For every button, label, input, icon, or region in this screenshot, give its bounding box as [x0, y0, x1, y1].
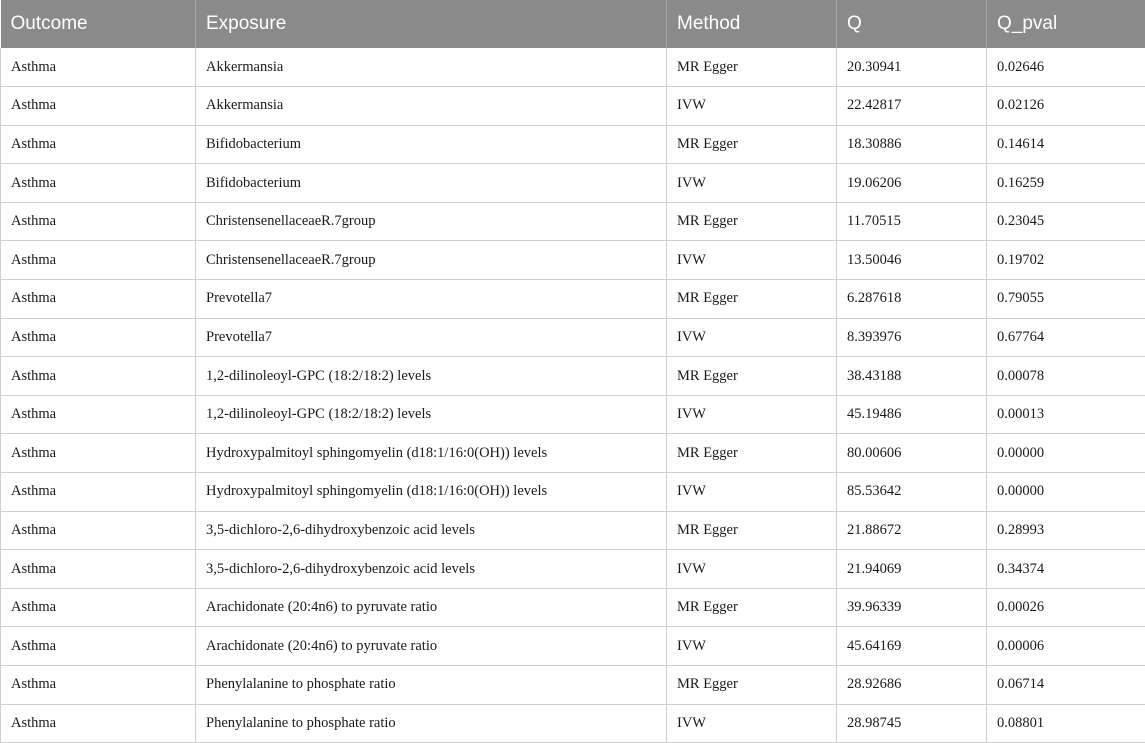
cell-q-pval: 0.02126 [987, 87, 1145, 126]
table-row [1, 357, 1145, 396]
table-row [1, 704, 1145, 743]
table-header [1, 0, 1145, 48]
header-q-pval: Q_pval [987, 0, 1145, 48]
cell-q-pval: 0.19702 [987, 241, 1145, 280]
cell-q-pval: 0.00078 [987, 357, 1145, 396]
cell-exposure: Bifidobacterium [196, 125, 667, 164]
cell-method: IVW [667, 164, 837, 203]
cell-q-pval: 0.00013 [987, 395, 1145, 434]
cell-exposure: Phenylalanine to phosphate ratio [196, 704, 667, 743]
cell-outcome: Asthma [1, 87, 196, 126]
cell-outcome: Asthma [1, 280, 196, 319]
cell-outcome: Asthma [1, 550, 196, 589]
cell-exposure: 1,2-dilinoleoyl-GPC (18:2/18:2) levels [196, 395, 667, 434]
cell-exposure: 3,5-dichloro-2,6-dihydroxybenzoic acid levels [196, 511, 667, 550]
cell-q: 22.42817 [837, 87, 987, 126]
cell-q-pval: 0.00000 [987, 434, 1145, 473]
table-row [1, 202, 1145, 241]
cell-outcome: Asthma [1, 202, 196, 241]
cell-method: IVW [667, 550, 837, 589]
cell-method: IVW [667, 473, 837, 512]
cell-q: 80.00606 [837, 434, 987, 473]
cell-exposure: Hydroxypalmitoyl sphingomyelin (d18:1/16:0(OH)) levels [196, 473, 667, 512]
header-exposure: Exposure [196, 0, 667, 48]
cell-method: MR Egger [667, 666, 837, 705]
cell-q-pval: 0.02646 [987, 48, 1145, 87]
cell-exposure: Bifidobacterium [196, 164, 667, 203]
cell-method: MR Egger [667, 202, 837, 241]
cell-outcome: Asthma [1, 434, 196, 473]
cell-method: IVW [667, 395, 837, 434]
cell-exposure: Arachidonate (20:4n6) to pyruvate ratio [196, 588, 667, 627]
table-row [1, 550, 1145, 589]
cell-method: MR Egger [667, 588, 837, 627]
cell-method: MR Egger [667, 48, 837, 87]
cell-outcome: Asthma [1, 627, 196, 666]
cell-q-pval: 0.67764 [987, 318, 1145, 357]
cell-exposure: Prevotella7 [196, 318, 667, 357]
cell-q: 28.92686 [837, 666, 987, 705]
cell-outcome: Asthma [1, 473, 196, 512]
cell-method: IVW [667, 241, 837, 280]
table-row [1, 588, 1145, 627]
table-row [1, 511, 1145, 550]
cell-q-pval: 0.00006 [987, 627, 1145, 666]
cell-method: IVW [667, 627, 837, 666]
cell-method: MR Egger [667, 125, 837, 164]
cell-q-pval: 0.00026 [987, 588, 1145, 627]
cell-outcome: Asthma [1, 395, 196, 434]
cell-q: 11.70515 [837, 202, 987, 241]
header-method: Method [667, 0, 837, 48]
cell-q: 18.30886 [837, 125, 987, 164]
cell-method: IVW [667, 87, 837, 126]
cell-outcome: Asthma [1, 48, 196, 87]
cell-q-pval: 0.14614 [987, 125, 1145, 164]
cell-method: MR Egger [667, 434, 837, 473]
cell-outcome: Asthma [1, 666, 196, 705]
table-row [1, 395, 1145, 434]
cell-method: IVW [667, 318, 837, 357]
cell-exposure: Akkermansia [196, 87, 667, 126]
cell-q: 39.96339 [837, 588, 987, 627]
cell-method: MR Egger [667, 280, 837, 319]
cell-q-pval: 0.34374 [987, 550, 1145, 589]
cell-outcome: Asthma [1, 318, 196, 357]
cell-q-pval: 0.28993 [987, 511, 1145, 550]
cell-q-pval: 0.23045 [987, 202, 1145, 241]
cell-outcome: Asthma [1, 164, 196, 203]
cell-exposure: Prevotella7 [196, 280, 667, 319]
cell-exposure: ChristensenellaceaeR.7group [196, 241, 667, 280]
table-row [1, 87, 1145, 126]
cell-q: 28.98745 [837, 704, 987, 743]
table-row [1, 241, 1145, 280]
table-row [1, 473, 1145, 512]
cell-q: 45.19486 [837, 395, 987, 434]
cell-method: MR Egger [667, 357, 837, 396]
cell-q: 13.50046 [837, 241, 987, 280]
cell-q-pval: 0.79055 [987, 280, 1145, 319]
cell-q: 19.06206 [837, 164, 987, 203]
cell-exposure: ChristensenellaceaeR.7group [196, 202, 667, 241]
table-body [1, 48, 1145, 743]
header-outcome: Outcome [1, 0, 196, 48]
cell-q-pval: 0.06714 [987, 666, 1145, 705]
cell-outcome: Asthma [1, 241, 196, 280]
table-row [1, 164, 1145, 203]
cell-exposure: Akkermansia [196, 48, 667, 87]
cell-q-pval: 0.16259 [987, 164, 1145, 203]
table-row [1, 627, 1145, 666]
cell-q: 85.53642 [837, 473, 987, 512]
cell-q: 21.88672 [837, 511, 987, 550]
cell-exposure: 1,2-dilinoleoyl-GPC (18:2/18:2) levels [196, 357, 667, 396]
cell-q-pval: 0.08801 [987, 704, 1145, 743]
cell-exposure: Phenylalanine to phosphate ratio [196, 666, 667, 705]
cell-q: 8.393976 [837, 318, 987, 357]
cell-q: 38.43188 [837, 357, 987, 396]
table-row [1, 280, 1145, 319]
cell-outcome: Asthma [1, 125, 196, 164]
cell-outcome: Asthma [1, 588, 196, 627]
table-row [1, 434, 1145, 473]
cell-method: IVW [667, 704, 837, 743]
cell-q-pval: 0.00000 [987, 473, 1145, 512]
cell-exposure: Arachidonate (20:4n6) to pyruvate ratio [196, 627, 667, 666]
table-row [1, 318, 1145, 357]
header-row [1, 0, 1145, 48]
cell-outcome: Asthma [1, 357, 196, 396]
cell-method: MR Egger [667, 511, 837, 550]
cell-q: 45.64169 [837, 627, 987, 666]
header-q: Q [837, 0, 987, 48]
cell-q: 21.94069 [837, 550, 987, 589]
cell-outcome: Asthma [1, 511, 196, 550]
table-row [1, 666, 1145, 705]
cell-exposure: 3,5-dichloro-2,6-dihydroxybenzoic acid levels [196, 550, 667, 589]
cell-q: 6.287618 [837, 280, 987, 319]
table-row [1, 48, 1145, 87]
cell-exposure: Hydroxypalmitoyl sphingomyelin (d18:1/16:0(OH)) levels [196, 434, 667, 473]
cell-q: 20.30941 [837, 48, 987, 87]
cell-outcome: Asthma [1, 704, 196, 743]
table-row [1, 125, 1145, 164]
